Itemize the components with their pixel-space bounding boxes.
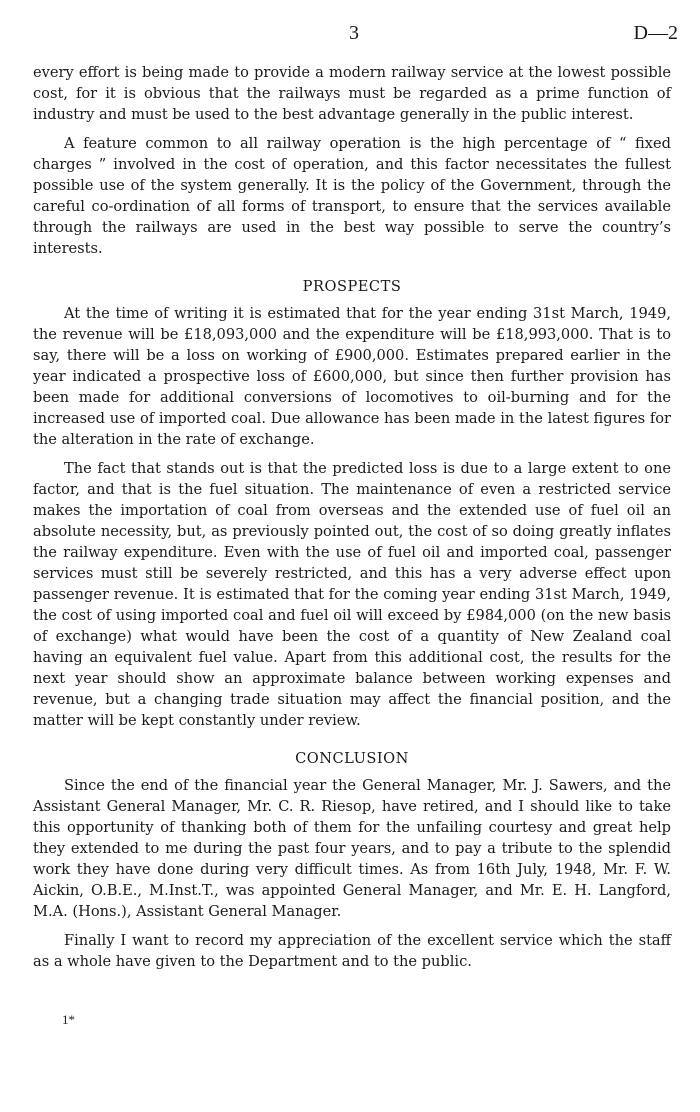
page-number: 3 <box>349 22 359 44</box>
signature-mark: 1* <box>62 1012 75 1027</box>
paragraph-fuel-situation: The fact that stands out is that the predicted loss is due to a large extent to one factor, and that is the fuel situation. The maintenance of even a restricted service makes the importation of coal from overseas and the extended use of fuel oil an absolute necessity, but, as previously pointed out, the cost of so doing greatly inflates the railway expenditure. Even with the use of fuel oil and imported coal, passenger services must still be severely restricted, and this has a very adverse effect upon passenger revenue. It is estimated that for the coming year ending 31st March, 1949, the cost of using imported coal and fuel oil will exceed by £984,000 (on the new basis of exchange) what would have been the cost of a quantity of New Zealand coal having an equivalent fuel value. Apart from this additional cost, the results for the next year should show an approximate balance between working expenses and revenue, but a changing trade situation may affect the financial position, and the matter will be kept constantly under review. <box>33 460 671 729</box>
paragraph-revenue-estimate: At the time of writing it is estimated that for the year ending 31st March, 1949, the revenue will be £18,093,000 and the expenditure will be £18,993,000. That is to say, there will be a loss on working of £900,000. Estimates prepared earlier in the year indicated a prospective loss of £600,000, but since then further provision has been made for additional conversions of locomotives to oil-burning and for the increased use of imported coal. Due allowance has been made in the latest figures for the alteration in the rate of exchange. <box>33 305 671 448</box>
page-header <box>0 22 700 46</box>
document-reference: D—2 <box>633 22 678 44</box>
paragraph-fixed-charges: A feature common to all railway operation is the high percentage of “ fixed charges ” involved in the cost of operation, and this factor necessitates the fullest possible use of the system generally. It is the policy of the Government, through the careful co-ordination of all forms of transport, to ensure that the services available through the railways are used in the best way possible to serve the country’s interests. <box>33 135 671 257</box>
section-heading-conclusion: CONCLUSION <box>295 750 409 767</box>
paragraph-appreciation: Finally I want to record my appreciation of the excellent service which the staff as a whole have given to the Department and to the public. <box>33 932 671 970</box>
paragraph-continuation: every effort is being made to provide a modern railway service at the lowest possible cost, for it is obvious that the railways must be regarded as a prime function of industry and must be used to the best advantage generally in the public interest. <box>33 64 671 123</box>
section-heading-prospects: PROSPECTS <box>302 278 402 295</box>
paragraph-management-changes: Since the end of the financial year the General Manager, Mr. J. Sawers, and the Assistant General Manager, Mr. C. R. Riesop, have retired, and I should like to take this opportunity of thanking both of them for the unfailing courtesy and great help they extended to me during the past four years, and to pay a tribute to the splendid work they have done during very difficult times. As from 16th July, 1948, Mr. F. W. Aickin, O.B.E., M.Inst.T., was appointed General Manager, and Mr. E. H. Langford, M.A. (Hons.), Assistant General Manager. <box>33 777 671 920</box>
document-body <box>33 62 671 972</box>
